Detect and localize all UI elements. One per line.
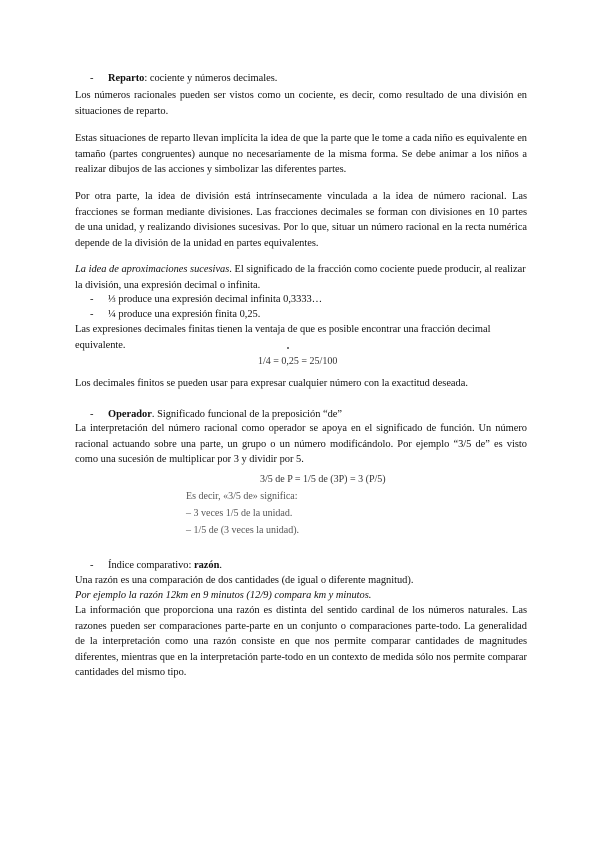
reparto-paragraph-6: Los decimales finitos se pueden usar para expresar cualquier número con la exactitud deseada. (75, 378, 468, 389)
bullet-dash: - (90, 409, 94, 420)
stray-mark (287, 347, 289, 349)
reparto-paragraph-5: Las expresiones decimales finitas tienen la ventaja de que es posible encontrar una fracción decimal equivalente. (75, 324, 491, 351)
razon-paragraph-1: Una razón es una comparación de dos cantidades (de igual o diferente magnitud). (75, 575, 414, 586)
reparto-paragraph-3: Por otra parte, la idea de división está intrínsecamente vinculada a la idea de número racional. Las fracciones se forman mediante divisiones. Las fracciones decimales se forman con divisiones en 10 partes de una unidad, y realizando divisiones sucesivas. Por lo que, situar un número racional en la recta numérica depende de la división de la unidad en partes equivalentes. (75, 191, 527, 249)
reparto-paragraph-2: Estas situaciones de reparto llevan implícita la idea de que la parte que le tome a cada niño es equivalente en tamaño (partes congruentes) aunque no necesariamente de la misma forma. Se debe animar a los niños a realizar dibujos de las acciones y simbolizar las diferentes partes. (75, 133, 527, 175)
reparto-paragraph-4 (75, 262, 527, 293)
reparto-paragraph-1: Los números racionales pueden ser vistos como un cociente, es decir, como resultado de una división en situaciones de reparto. (75, 90, 527, 117)
bullet-dash: - (90, 294, 94, 305)
bullet-item-quarter (90, 307, 260, 323)
reparto-heading-rest: : cociente y números decimales. (144, 73, 278, 84)
reparto-heading-bold: Reparto (108, 73, 145, 84)
razon-heading-bold: razón (193, 560, 220, 571)
equation-operador: 3/5 de P = 1/5 de (3P) = 3 (P/5) (260, 474, 386, 485)
bullet-dash: - (90, 309, 94, 320)
bullet-dash: - (90, 560, 94, 571)
equation-quarter: 1/4 = 0,25 = 25/100 (258, 356, 338, 367)
aproximaciones-rest: . El significado de la fracción como cociente puede producir, al realizar la división, una expresión decimal o infinita. (75, 264, 526, 291)
operador-heading-rest: . Significado funcional de la preposición “de” (151, 409, 343, 420)
bullet-item-third-text: ⅓ produce una expresión decimal infinita 0,3333… (108, 294, 323, 305)
bullet-item-third (90, 292, 322, 308)
operador-paragraph-1: La interpretación del número racional como operador se apoya en el significado de función. Un número racional actuando sobre una parte, un grupo o un número modificándolo. Por ejemplo “3/5 de” es visto como una sucesión de multiplicar por 3 y dividir por 5. (75, 423, 527, 465)
es-decir-item-2: – 1/5 de (3 veces la unidad). (186, 525, 300, 536)
bullet-dash: - (90, 73, 94, 84)
razon-example: Por ejemplo la razón 12km en 9 minutos (12/9) compara km y minutos. (75, 590, 372, 601)
razon-heading-plain: Índice comparativo: (108, 560, 194, 571)
razon-heading (90, 558, 222, 574)
es-decir-item-1: – 3 veces 1/5 de la unidad. (186, 508, 293, 519)
razon-paragraph-3: La información que proporciona una razón es distinta del sentido cardinal de los números naturales. Las razones pueden ser comparaciones parte-parte en un conjunto o comparaciones parte-todo. La generalidad de la interpretación como una razón consiste en que nos permite comparar cantidades de magnitudes diferentes, mientras que en la interpretación parte-todo en un contexto de medida sólo nos permite comparar cantidades del mismo tipo. (75, 605, 527, 678)
reparto-heading (90, 71, 277, 87)
operador-heading-bold: Operador (108, 409, 152, 420)
bullet-item-quarter-text: ¼ produce una expresión finita 0,25. (108, 309, 261, 320)
razon-heading-end: . (219, 560, 222, 571)
aproximaciones-italic: La idea de aproximaciones sucesivas (75, 264, 230, 275)
es-decir-line: Es decir, «3/5 de» significa: (186, 491, 298, 502)
